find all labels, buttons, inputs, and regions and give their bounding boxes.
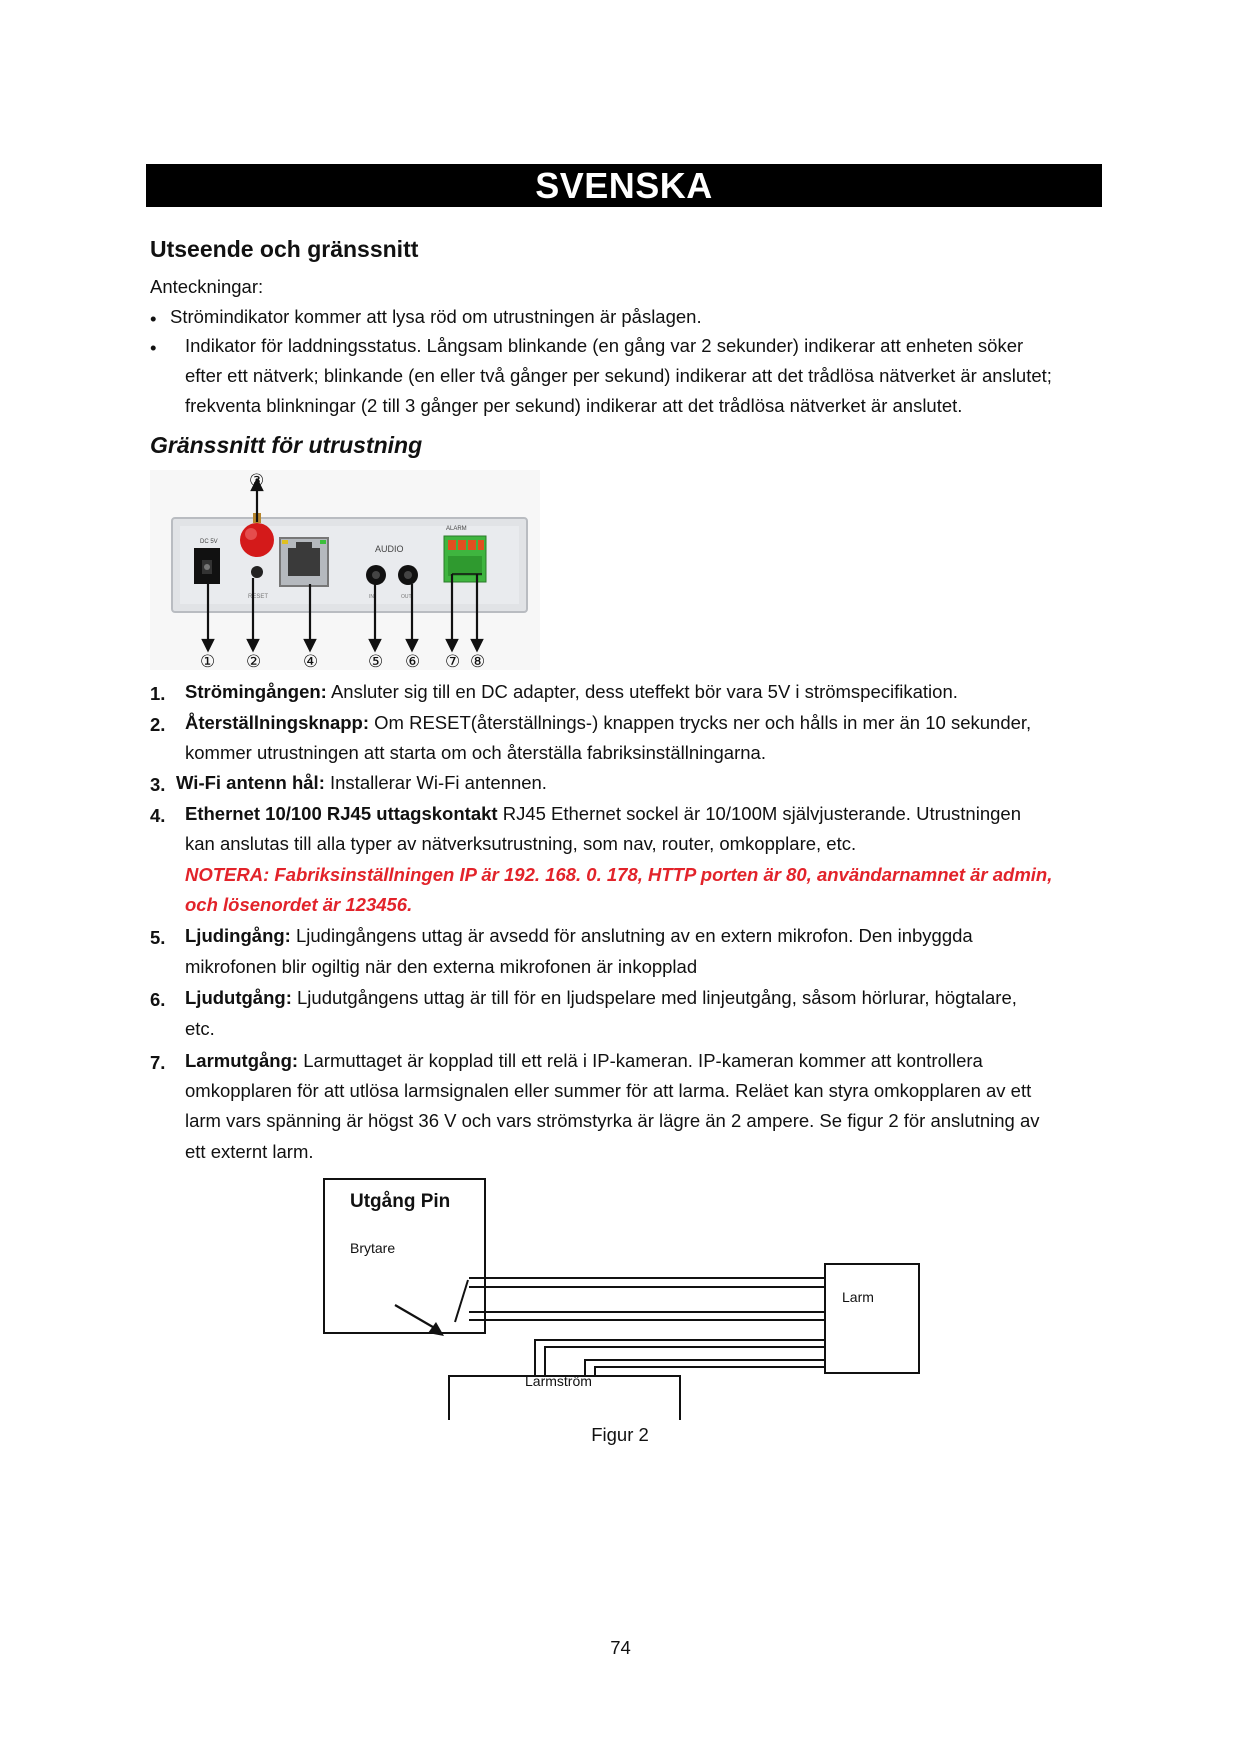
item-7-body-cont3: ett externt larm. [185, 1141, 314, 1162]
bullet-icon: • [150, 337, 157, 358]
item-3-body: Installerar Wi-Fi antennen. [330, 772, 547, 793]
figure-caption: Figur 2 [591, 1424, 649, 1445]
item-7-body-cont: omkopplaren för att utlösa larmsignalen eller summer för att larma. Reläet kan styra omkopplaren av ett [185, 1080, 1032, 1101]
reset-label: RESET [248, 594, 269, 600]
alarm-label: ALARM [446, 526, 467, 532]
item-number: 3. [150, 774, 166, 795]
bullet-text-2-cont2: frekventa blinkningar (2 till 3 gånger per sekund) indikerar att det trådlösa nätverket är anslutet. [185, 395, 963, 416]
output-pin-title: Utgång Pin [350, 1191, 451, 1212]
item-7-text [185, 1046, 983, 1076]
language-banner: SVENSKA [146, 164, 1102, 207]
item-number: 2. [150, 714, 166, 735]
item-6-body: Ljudutgångens uttag är till för en ljudspelare med linjeutgång, såsom hörlurar, högtalare, [297, 987, 1017, 1008]
callout-5: ⑤ [368, 652, 384, 670]
callout-2: ② [246, 652, 262, 670]
page-number: 74 [610, 1637, 631, 1658]
item-6-body-cont: etc. [185, 1018, 215, 1039]
callout-3: ③ [249, 471, 265, 490]
factory-note-cont: och lösenordet är 123456. [185, 894, 413, 915]
item-6-text [185, 983, 1017, 1013]
item-5-body-cont: mikrofonen blir ogiltig när den externa mikrofonen är inkopplad [185, 956, 698, 977]
section-heading: Utseende och gränssnitt [150, 236, 419, 262]
item-4-body-cont: kan anslutas till alla typer av nätverksutrustning, som nav, router, omkopplare, etc. [185, 833, 857, 854]
audio-in-label: IN [369, 594, 374, 600]
bullet-text-2: Indikator för laddningsstatus. Långsam blinkande (en gång var 2 sekunder) indikerar att enheten söker [185, 335, 1024, 356]
callout-6: ⑥ [405, 652, 421, 670]
item-number: 4. [150, 805, 166, 826]
item-2-title: Återställningsknapp: [185, 712, 369, 733]
item-2-body: Om RESET(återställnings-) knappen trycks ner och hålls in mer än 10 sekunder, [374, 712, 1032, 733]
item-3-text [176, 768, 547, 798]
item-number: 5. [150, 927, 166, 948]
item-5-title: Ljudingång: [185, 925, 291, 946]
notes-label: Anteckningar: [150, 276, 264, 297]
item-7-title: Larmutgång: [185, 1050, 299, 1071]
alarm-wiring-diagram [320, 1175, 925, 1420]
item-4-body: RJ45 Ethernet sockel är 10/100M självjusterande. Utrustningen [502, 803, 1021, 824]
item-5-body: Ljudingångens uttag är avsedd för anslutning av en extern mikrofon. Den inbyggda [295, 925, 973, 946]
callout-1: ① [200, 652, 216, 670]
audio-out-label: OUT [401, 594, 412, 600]
switch-pointer [395, 1305, 438, 1330]
factory-note: NOTERA: Fabriksinställningen IP är 192. 168. 0. 178, HTTP porten är 80, användarnamnet är admin, [185, 864, 1053, 885]
device-panel-illustration [150, 470, 540, 670]
item-number: 6. [150, 989, 166, 1010]
audio-label: AUDIO [375, 544, 404, 554]
item-7-body: Larmuttaget är kopplad till ett relä i IP-kameran. IP-kameran kommer att kontrollera [303, 1050, 983, 1071]
alarm-label: Larm [842, 1289, 874, 1305]
item-2-body-cont: kommer utrustningen att starta om och återställa fabriksinställningarna. [185, 742, 766, 763]
item-1-body: Ansluter sig till en DC adapter, dess uteffekt bör vara 5V i strömspecifikation. [330, 681, 958, 702]
item-7-body-cont2: larm vars spänning är högst 36 V och vars strömstyrka är lägre än 2 ampere. Se figur 2 för anslutning av [185, 1110, 1040, 1131]
callout-7: ⑦ [445, 652, 461, 670]
bullet-icon: • [150, 308, 157, 329]
callout-4: ④ [303, 652, 319, 670]
item-1-text [185, 677, 958, 707]
item-4-text [185, 799, 1021, 829]
item-4-title: Ethernet 10/100 RJ45 uttagskontakt [185, 803, 498, 824]
dc-label: DC 5V [200, 539, 218, 545]
item-2-text [185, 708, 1031, 738]
bullet-text-1: Strömindikator kommer att lysa röd om utrustningen är påslagen. [170, 306, 702, 327]
subsection-heading: Gränssnitt för utrustning [150, 432, 423, 458]
item-1-title: Strömingången: [185, 681, 327, 702]
antenna-icon [240, 523, 274, 557]
alarm-box [825, 1264, 919, 1373]
callout-8: ⑧ [470, 652, 486, 670]
switch-label: Brytare [350, 1240, 396, 1256]
item-6-title: Ljudutgång: [185, 987, 292, 1008]
reset-button [251, 566, 263, 578]
alarm-power-label: Larmström [525, 1373, 592, 1389]
item-3-title: Wi-Fi antenn hål: [176, 772, 325, 793]
item-number: 7. [150, 1052, 166, 1073]
bullet-text-2-cont: efter ett nätverk; blinkande (en eller två gånger per sekund) indikerar att det trådlösa nätverket är anslutet; [185, 365, 1052, 386]
item-number: 1. [150, 683, 166, 704]
item-5-text [185, 921, 973, 951]
